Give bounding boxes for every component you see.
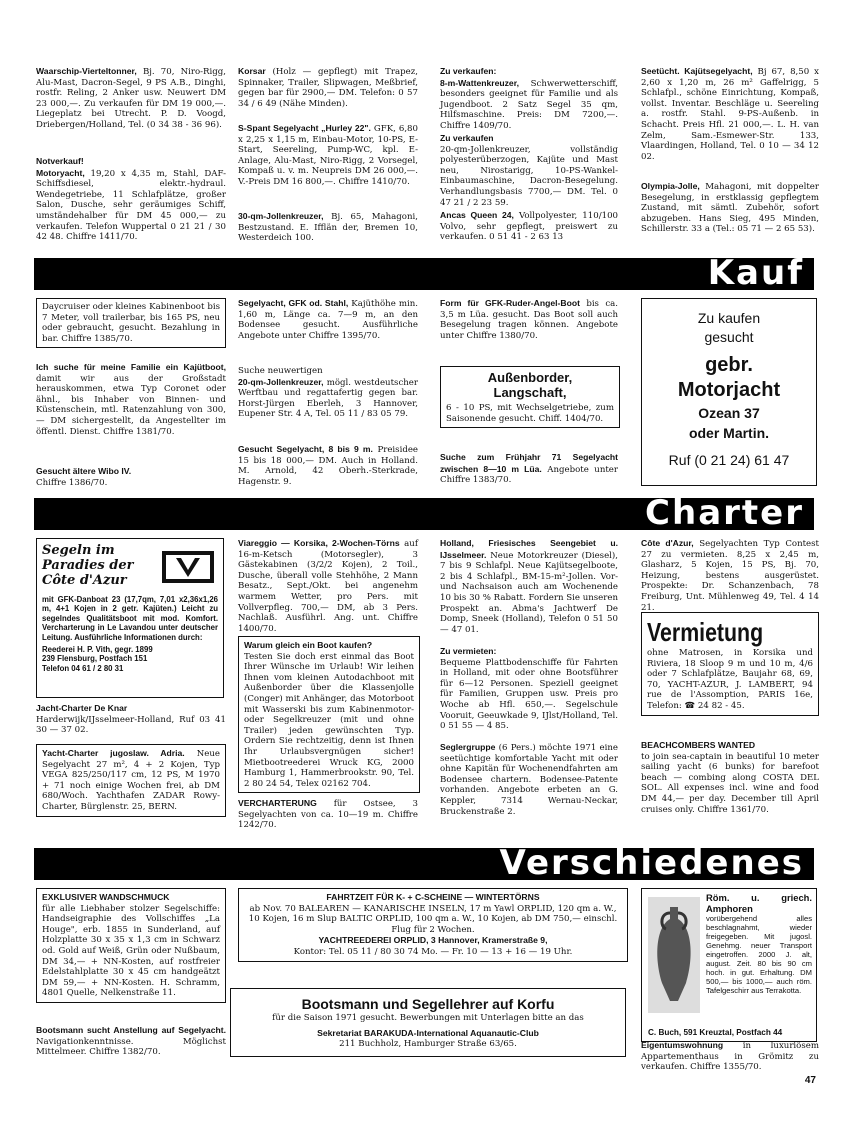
ad-warum-boot-kaufen: Warum gleich ein Boot kaufen? Testen Sie doch erst einmal das Boot Ihrer Wünsche im Urlaub! Wir leihen Ihnen vom kleinen Autodachboot mit Außenborder über die Klassenjolle (Conger) mit Anhänger, das Motorboot mit Wasserski bis zum Kabinenmotor- oder Segelkreuzer (mit und ohne Trailer) jeden gewünschten Typ. Ordern Sie rechtzeitig, denn ist Ihnen Ihr Urlaubsvergnügen sicher! Mietbootreederei Wruck KG, 2000 Hamburg 1, Hammerbrookstr. 90, Tel. 2 80 24 54, Telex 02162 704. [238,636,420,793]
amphora-icon [648,897,700,1013]
ad-notverkauf: Notverkauf! Motoryacht, 19,20 x 4,35 m, Stahl, DAF-Schiffsdiesel, elektr.-hydraul. Wendegetriebe, 11 Schlafplätze, großer Salon, Dusche, sehr geräumiges Schiff, umständehalber für DM 45 000,— zu verkaufen. Telefon Wuppertal 0 21 21 / 30 42 48. Chiffre 1411/70. [36,156,226,243]
ad-daycruiser: Daycruiser oder kleines Kabinenboot bis 7 Meter, voll trailerbar, bis 165 PS, neu oder gebraucht, gesucht. Bezahlung in bar. Chiffre 1385/70. [36,298,226,348]
ad-fruehjahr: Suche zum Frühjahr 71 Segelyacht zwischen 8—10 m Lüa. Angebote unter Chiffre 1383/70. [440,452,619,486]
ad-wattenkreuzer: Zu verkaufen: 8-m-Wattenkreuzer, Schwerwetterschiff, besonders geeignet für Familie und als Jugendboot. 2 Satz Segel 35 qm, Hilfsmaschine. Preis: DM 7200,—. Chiffre 1409/70. [440,66,618,131]
ad-jugoslaw-adria: Yacht-Charter jugoslaw. Adria. Neue Segelyacht 27 m², 4 + 2 Kojen, Typ VEGA 825/250/117 cm, 12 PS, M 1970 + 71 noch einige Wochen frei, ab DM 680/Woch. Yachthafen ZADAR Rowy-Charter, Bürglenstr. 25, BERN. [36,744,226,817]
ad-vercharterung-ostsee: VERCHARTERUNG für Ostsee, 3 Segelyachten von ca. 10—19 m. Chiffre 1242/70. [238,798,418,831]
ad-segelyacht-8-9: Gesucht Segelyacht, 8 bis 9 m. Preisidee 15 bis 18 000,— DM. Auch in Holland. M. Arnold, 42 Oberh.-Sterkrade, Hagenstr. 9. [238,444,418,487]
ad-ancas-queen: Ancas Queen 24, Vollpolyester, 110/100 Volvo, sehr gepflegt, preiswert zu verkaufen. 0 51 41 - 2 63 13 [440,210,618,243]
ad-aussenborder: Außenborder, Langschaft, 6 - 10 PS, mit Wechselgetriebe, zum Saisonende gesucht. Chiff. 1404/70. [440,366,620,428]
ad-jollenkreuzer-30: 30-qm-Jollenkreuzer, Bj. 65, Mahagoni, Bestzustand. E. Ifflän der, Bremen 10, Westerdeich 100. [238,211,418,244]
ad-amphoren: Röm. u. griech. Amphoren vorübergehend alles beschlagnahmt, wieder freigegeben. Mit jugosl. Genehmg. neuer Transport eingetroffen. 2000 J. alt, august. Zeit. 80 bis 90 cm hoch. in gut. Erhaltung. DM 500,— bis 1000,— auch röm. Tafelgeschirr aus Terrakotta. C. Buch, 591 Kreuztal, Postfach 44 [641,888,817,1042]
ad-eigentumswohnung: Eigentumswohnung in luxuriösem Appartementhaus in Grömitz zu verkaufen. Chiffre 1355/70. [641,1040,819,1073]
ad-fahrtzeit-wintertoerns: FAHRTZEIT FÜR K- + C-SCHEINE — WINTERTÖRNS ab Nov. 70 BALEAREN — KANARISCHE INSELN, 17 m Yawl ORPLID, 120 qm a. W., 10 Kojen, 16 m Slup BALTIC ORPLID, 100 qm a. W., 10 Kojen, ab DM 750,— einschl. Flug für 2 Wochen. YACHTREEDEREI ORPLID, 3 Hannover, Kramerstraße 9, Kontor: Tel. 05 11 / 80 30 74 Mo. — Fr. 10 — 13 + 16 — 19 Uhr. [238,888,628,962]
ad-friesisches-seengebiet: Holland, Friesisches Seengebiet u. IJsselmeer. Neue Motorkreuzer (Diesel), 7 bis 9 Schlafpl. Neue Kajütsegelboote, 2 bis 4 Schlafpl., BM-15-m²-Jollen. Vor- und Nachsaison auch am Wochenende 10 bis 30 % Rabatt. Fordern Sie unseren Prospekt an. Abma's Jachtwerf De Domp, Sneek (Holland), Telefon 0 51 50 — 47 01. [440,538,619,635]
section-title-charter: Charter [645,493,804,533]
ad-seglergruppe: Seglergruppe (6 Pers.) möchte 1971 eine seetüchtige komfortable Yacht mit oder ohne Kapitän für Wochenendfahrten am Bodensee chartern. Bodensee-Patente vorhanden. Angebote erbeten an G. Keppler, 7314 Wernau-Neckar, Bruckenstraße 2. [440,742,618,817]
section-title-kauf: Kauf [707,253,804,293]
ad-hurley: S-Spant Segelyacht „Hurley 22". GFK, 6,80 x 2,25 x 1,15 m, Einbau-Motor, 10-PS, E-Start, Seereling, Pump-WC, kpl. E-Anlage, Alu-Mast, Niro-Rigg, 2 Vorsegel, Kompaß u. v. m. Neupreis DM 26 000,—. V.-Preis DM 16 800,—. Chiffre 1410/70. [238,123,418,187]
ad-seetuecht: Seetücht. Kajütsegelyacht, Bj 67, 8,50 x 2,60 x 1,20 m, 26 m² Gaffelrigg, 5 Schlafpl., schöne Einrichtung, Kompaß, vollst. Inventar. Beschläge u. Seereling a. rostfr. Stahl. 9-PS-Außenb. in Schacht. Preis Hfl. 21 000,—. L. H. van Zelm, Sam.-Esmewer-Str. 133, Vlaardingen, Holland, Tel. 0 10 — 34 12 02. [641,66,819,162]
page-number: 47 [804,1075,816,1086]
ad-bootsmann-anstellung: Bootsmann sucht Anstellung auf Segelyacht. Navigationkenntnisse. Möglichst Mittelmeer. Chiffre 1382/70. [36,1025,226,1058]
ad-neuwertig: Suche neuwertigen 20-qm-Jollenkreuzer, mögl. westdeutscher Werftbau und regattafertig gegen bar. Horst-Jürgen Eberleh, 3 Hannover, Eupener Str. 4 A, Tel. 05 11 / 83 05 79. [238,366,419,420]
section-banner-charter [34,493,814,533]
ad-vermietung: Vermietung ohne Matrosen, in Korsika und Riviera, 18 Sloop 9 m und 10 m, 4/6 oder 7 Schlafplätze, Baujahr 68, 69, 70, YACHT-AZUR, J. LAMBERT, 94 rue de l'Assomption, PARIS 16e, Telefon: ☎ 24 82 - 45. [641,612,819,716]
section-banner-verschiedenes [34,843,814,883]
ad-beachcombers: BEACHCOMBERS WANTED to join sea-captain in beautiful 10 meter sailing yacht (6 bunks) for barefoot beach — combing along COSTA DEL SOL. All expenses incl. wine and food DM 44,— per day. December till April cruises only. Chiffre 1361/70. [641,740,819,815]
ad-korfu: Bootsmann und Segellehrer auf Korfu für die Saison 1971 gesucht. Bewerbungen mit Unterlagen bitte an das Sekretariat BARAKUDA-International Aquanautic-Club 211 Buchholz, Hamburger Straße 63/65. [230,988,626,1057]
section-title-verschiedenes: Verschiedenes [499,843,804,883]
ad-waarschip: Waarschip-Vierteltonner, Bj. 70, Niro-Rigg, Alu-Mast, Dacron-Segel, 9 PS A.B., Dinghi, rostfr. Reling, 2 Anker usw. Neuwert DM 23 000,—. Zu verkaufen für DM 19 000,—. Liegeplatz bei Utrecht. P. D. Voogd, Driebergen/Holland, Tel. (0 34 38 - 36 96). [36,66,227,130]
ad-korsar: Korsar (Holz — gepflegt) mit Trapez, Spinnaker, Trailer, Slipwagen, Meßbrief, gegen bar für 2900,— DM. Telefon: 0 57 34 / 6 49 (Nähe Minden). [238,66,418,109]
sail-flag-icon [162,549,214,585]
section-banner-kauf [34,253,814,293]
ad-cote-dazur-contest: Côte d'Azur, Segelyachten Typ Contest 27 zu vermieten. 8,25 x 2,45 m, Glasharz, 5 Kojen, 15 PS, Bj. 70, Heizung, bestens ausgerüstet. Prospekte: Dr. Schanzenbach, 78 Freiburg, Unt. Mühlenweg 49, Tel. 4 14 21. [641,538,820,613]
ad-motorjacht: Zu kaufen gesucht gebr. Motorjacht Ozean 37 oder Martin. Ruf (0 21 24) 61 47 [641,298,817,486]
ad-cote-dazur-danboat: Segeln im Paradies der Côte d'Azur mit GFK-Danboat 23 (17,7qm, 7,01 x2,36x1,26 m, 4+1 Kojen in 2 getr. Kajüten.) Leicht zu segelndes Qualitätsboot mit mod. Komfort. Vercharterung in Le Lavandou unter deutscher Leitung. Ausführliche Informationen durch: Reederei H. P. Vith, gegr. 1899 239 Flensburg, Postfach 151 Telefon 04 61 / 2 80 31 [36,538,224,698]
ad-olympia-jolle: Olympia-Jolle, Mahagoni, mit doppelter Besegelung, in erstklassig gepflegtem Zustand, mit sämtl. Zubehör, sofort abzugeben. Hans Sieg, 495 Minden, Schillerstr. 33 a (Tel.: 05 71 — 2 65 53). [641,181,820,235]
ad-plattbodenschiffe: Zu vermieten: Bequeme Plattbodenschiffe für Fahrten in Holland, mit oder ohne Bootsführer für 6—12 Personen. Speziell geeignet für Familien, Gruppen usw. Preis pro Woche ab Hfl. 650,—. Segelschule Vooruit, Geeuwkade 9, IJlst/Holland, Tel. 0 51 55 — 4 85. [440,646,618,732]
ad-viareggio: Viareggio — Korsika, 2-Wochen-Törns auf 16-m-Ketsch (Motorsegler), 3 Gästekabinen (3/2/2 Kojen), 2 Toil., Dusche, überall volle Stehhöhe, 2 Mann Besatz., Sept./Okt. bei angenehm warmem Wetter, pro Pers. mit Vollverpfleg. 700,— DM, ab 3 Pers. Nachlaß. Ausführl. Ang. unt. Chiffre 1400/70. [238,538,419,634]
ad-de-knar: Jacht-Charter De Knar Harderwijk/IJsselmeer-Holland, Ruf 03 41 30 — 37 02. [36,703,226,736]
ad-wandschmuck: EXKLUSIVER WANDSCHMUCK für alle Liebhaber stolzer Segelschiffe: Handseigraphie des Vollschiffes „La Houge", erb. 1855 in Sunderland, auf Holzplatte 30 x 35 x 1,3 cm in Schwarz od. Gold auf Weiß, Grün oder Nußbaum, DM 34,— + NN-Kosten, auf rostfreier Edelstahlplatte 30 x 45 cm handgeätzt DM 59,— + NN-Kosten. H. Schramm, 4801 Quelle, Nelkenstraße 11. [36,888,226,1003]
ad-gfk-stahl: Segelyacht, GFK od. Stahl, Kajüthöhe min. 1,60 m, Länge ca. 7—9 m, an den Bodensee gesucht. Ausführliche Angebote unter Chiffre 1395/70. [238,298,418,341]
ad-wibo: Gesucht ältere Wibo IV. Chiffre 1386/70. [36,466,132,488]
ad-gfk-ruder: Form für GFK-Ruder-Angel-Boot bis ca. 3,5 m Lüa. gesucht. Das Boot soll auch Besegelung tragen können. Angebote unter Chiffre 1380/70. [440,298,618,341]
ad-kajuetboot: Ich suche für meine Familie ein Kajütboot, damit wir aus der Großstadt herauskommen, etwa Typ Coronet oder ähnl., bis Inhaber von Binnen- und Küstenschein, mtl. Ratenzahlung von 300,— DM sichergestellt, da Angestellter im öffentl. Dienst. Chiffre 1381/70. [36,362,226,437]
ad-jollenkreuzer-20: Zu verkaufen 20-qm-Jollenkreuzer, vollständig polyesterüberzogen, Kajüte und Mast neu, Nirostarigg, 10-PS-Wankel-Einbaumaschine, Dacron-Besegelung. Verhandlungsbasis 7700,— DM. Tel. 0 47 21 / 2 23 59. [440,133,618,208]
